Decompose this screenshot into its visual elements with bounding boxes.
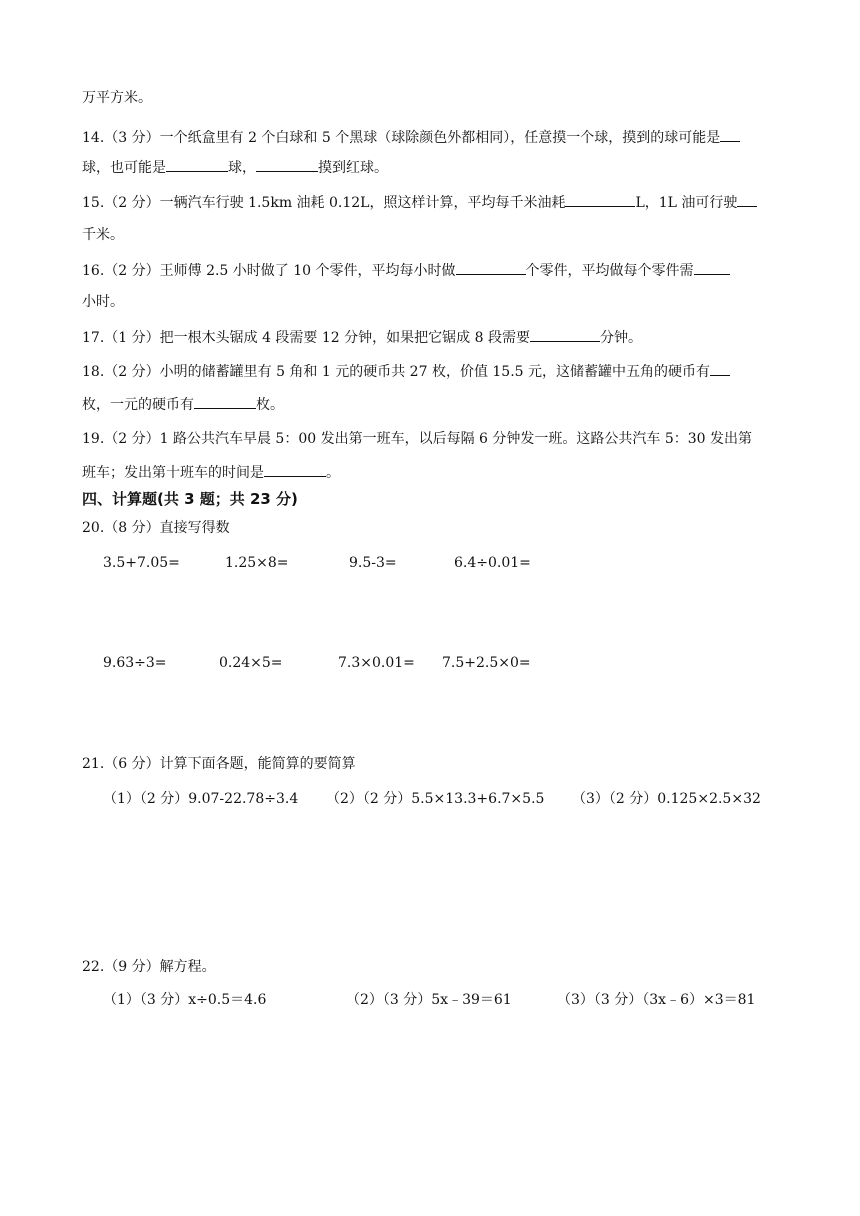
answer-blank[interactable]: [194, 394, 256, 409]
question-15-line1: [82, 192, 757, 213]
q18-text-2b: 枚。: [256, 397, 284, 413]
question-15-line2: 千米。: [82, 227, 124, 243]
question-22-title: 22.（9 分）解方程。: [82, 959, 216, 975]
q19-text-2b: 。: [326, 465, 340, 481]
sub-question: （3）（3 分）（3x﹣6）×3＝81: [557, 992, 756, 1008]
calc-expression: 0.24×5=: [219, 655, 283, 671]
q14-text-2c: 摸到红球。: [318, 160, 388, 176]
sub-question: （1）（2 分）9.07-22.78÷3.4: [103, 791, 299, 807]
question-16-line2: 小时。: [82, 294, 124, 310]
q19-text-2a: 班车；发出第十班车的时间是: [82, 465, 264, 481]
calc-expression: 1.25×8=: [225, 555, 289, 571]
question-14-line1: [82, 127, 740, 148]
answer-blank[interactable]: [737, 192, 757, 207]
answer-blank[interactable]: [530, 327, 600, 342]
question-16-line1: [82, 260, 730, 281]
answer-blank[interactable]: [720, 127, 740, 142]
q15-text: 15.（2 分）一辆汽车行驶 1.5km 油耗 0.12L，照这样计算，平均每千米油耗: [82, 195, 566, 211]
calc-expression: 7.3×0.01=: [338, 655, 415, 671]
sub-question: （3）（2 分）0.125×2.5×32: [572, 791, 761, 807]
calc-expression: 9.63÷3=: [103, 655, 167, 671]
question-18-line2: [82, 394, 284, 415]
answer-blank[interactable]: [694, 260, 730, 275]
q16-text: 16.（2 分）王师傅 2.5 小时做了 10 个零件，平均每小时做: [82, 263, 456, 279]
q16-text-mid: 个零件，平均做每个零件需: [525, 263, 694, 279]
q14-text-2b: 球，: [228, 160, 256, 176]
answer-blank[interactable]: [456, 260, 526, 275]
calc-expression: 3.5+7.05=: [103, 555, 180, 571]
sub-question: （2）（3 分）5x﹣39＝61: [346, 992, 512, 1008]
q14-text-2a: 球，也可能是: [82, 160, 166, 176]
calc-expression: 7.5+2.5×0=: [442, 655, 531, 671]
question-18-line1: [82, 361, 730, 382]
q17-text: 17.（1 分）把一根木头锯成 4 段需要 12 分钟，如果把它锯成 8 段需要: [82, 330, 530, 346]
question-19-line2: [82, 462, 340, 483]
calc-expression: 6.4÷0.01=: [454, 555, 531, 571]
q13-tail: 万平方米。: [82, 90, 152, 106]
answer-blank[interactable]: [565, 192, 635, 207]
sub-question: （2）（2 分）5.5×13.3+6.7×5.5: [326, 791, 545, 807]
question-19-line1: 19.（2 分）1 路公共汽车早晨 5：00 发出第一班车，以后每隔 6 分钟发一班。这路公共汽车 5：30 发出第: [82, 431, 753, 447]
answer-blank[interactable]: [166, 157, 228, 172]
q18-text: 18.（2 分）小明的储蓄罐里有 5 角和 1 元的硬币共 27 枚，价值 15.5 元，这储蓄罐中五角的硬币有: [82, 364, 711, 380]
question-17: [82, 327, 642, 348]
sub-question: （1）（3 分）x÷0.5＝4.6: [103, 992, 267, 1008]
q17-text-suffix: 分钟。: [599, 330, 642, 346]
q18-text-2a: 枚，一元的硬币有: [82, 397, 194, 413]
question-14-line2: [82, 157, 388, 178]
answer-blank[interactable]: [264, 462, 326, 477]
q15-text-mid: L，1L 油可行驶: [635, 195, 738, 211]
section-heading: 四、计算题(共 3 题；共 23 分): [82, 490, 298, 508]
question-21-title: 21.（6 分）计算下面各题，能简算的要简算: [82, 756, 356, 772]
q14-text: 14.（3 分）一个纸盒里有 2 个白球和 5 个黑球（球除颜色外都相同），任意摸一个球，摸到的球可能是: [82, 130, 721, 146]
answer-blank[interactable]: [710, 361, 730, 376]
question-20-title: 20.（8 分）直接写得数: [82, 520, 230, 536]
answer-blank[interactable]: [256, 157, 318, 172]
calc-expression: 9.5-3=: [349, 555, 397, 571]
